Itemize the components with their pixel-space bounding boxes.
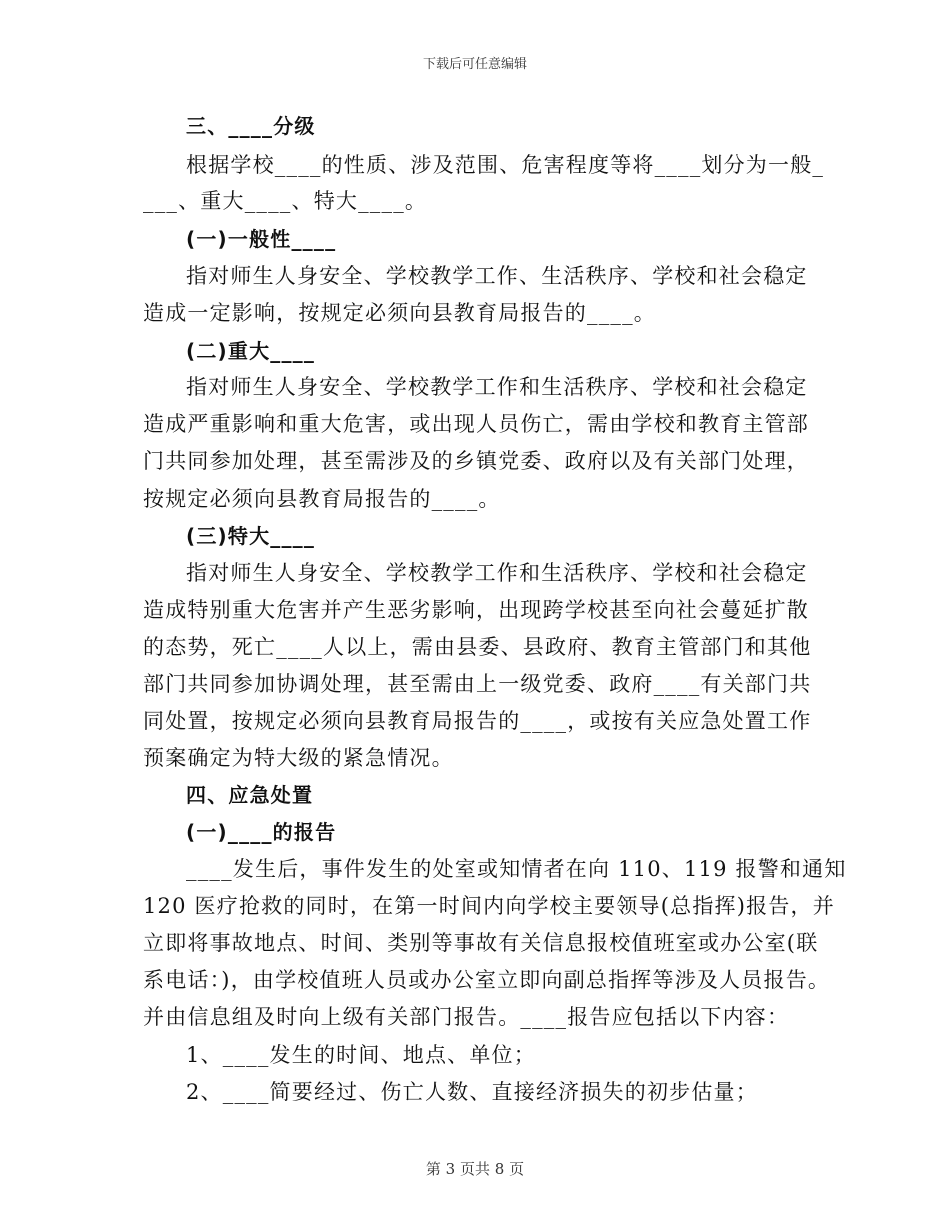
paragraph-line: 指对师生人身安全、学校教学工作和生活秩序、学校和社会稳定 xyxy=(186,561,808,585)
page-footer: 第 3 页共 8 页 xyxy=(425,1160,525,1178)
subheading-general: (一)一般性____ xyxy=(186,227,337,251)
section-heading-grading: 三、____分级 xyxy=(186,114,316,138)
paragraph-line: 造成一定影响，按规定必须向县教育局报告的____。 xyxy=(143,301,656,325)
list-item: 1、____发生的时间、地点、单位； xyxy=(186,1043,536,1067)
paragraph-line: 立即将事故地点、时间、类别等事故有关信息报校值班室或办公室(联 xyxy=(143,931,819,955)
paragraph-line: 指对师生人身安全、学校教学工作和生活秩序、学校和社会稳定 xyxy=(186,375,808,399)
list-item: 2、____简要经过、伤亡人数、直接经济损失的初步估量； xyxy=(186,1080,758,1104)
paragraph-line: 系电话：)，由学校值班人员或办公室立即向副总指挥等涉及人员报告。 xyxy=(143,968,831,992)
section-heading-response: 四、应急处置 xyxy=(186,783,314,807)
subheading-extraordinary: (三)特大____ xyxy=(186,524,316,548)
paragraph-line: 120 医疗抢救的同时，在第一时间内向学校主要领导(总指挥)报告，并 xyxy=(143,894,835,918)
paragraph-line: 部门共同参加协调处理，甚至需由上一级党委、政府____有关部门共 xyxy=(143,672,812,696)
paragraph-line: 造成特别重大危害并产生恶劣影响，出现跨学校甚至向社会蔓延扩散 xyxy=(143,598,809,622)
paragraph-line: 的态势，死亡____人以上，需由县委、县政府、教育主管部门和其他 xyxy=(143,635,812,659)
paragraph-line: 并由信息组及时向上级有关部门报告。____报告应包括以下内容： xyxy=(143,1005,790,1029)
paragraph-line: 门共同参加处理，甚至需涉及的乡镇党委、政府以及有关部门处理， xyxy=(143,449,809,473)
paragraph-line: 造成严重影响和重大危害，或出现人员伤亡，需由学校和教育主管部 xyxy=(143,412,809,436)
paragraph-line: 同处置，按规定必须向县教育局报告的____，或按有关应急处置工作 xyxy=(143,709,812,733)
subheading-report: (一)____的报告 xyxy=(186,820,337,844)
paragraph-line: 预案确定为特大级的紧急情况。 xyxy=(143,746,454,770)
paragraph-line: ___、重大____、特大____。 xyxy=(143,189,428,213)
paragraph-line: 按规定必须向县教育局报告的____。 xyxy=(143,487,501,511)
paragraph-line: 指对师生人身安全、学校教学工作、生活秩序、学校和社会稳定 xyxy=(186,264,808,288)
paragraph-line: ____发生后，事件发生的处室或知情者在向 110、119 报警和通知 xyxy=(186,857,847,881)
page-header: 下载后可任意编辑 xyxy=(422,57,527,72)
paragraph-line: 根据学校____的性质、涉及范围、危害程度等将____划分为一般_ xyxy=(186,153,825,177)
subheading-major: (二)重大____ xyxy=(186,339,316,363)
